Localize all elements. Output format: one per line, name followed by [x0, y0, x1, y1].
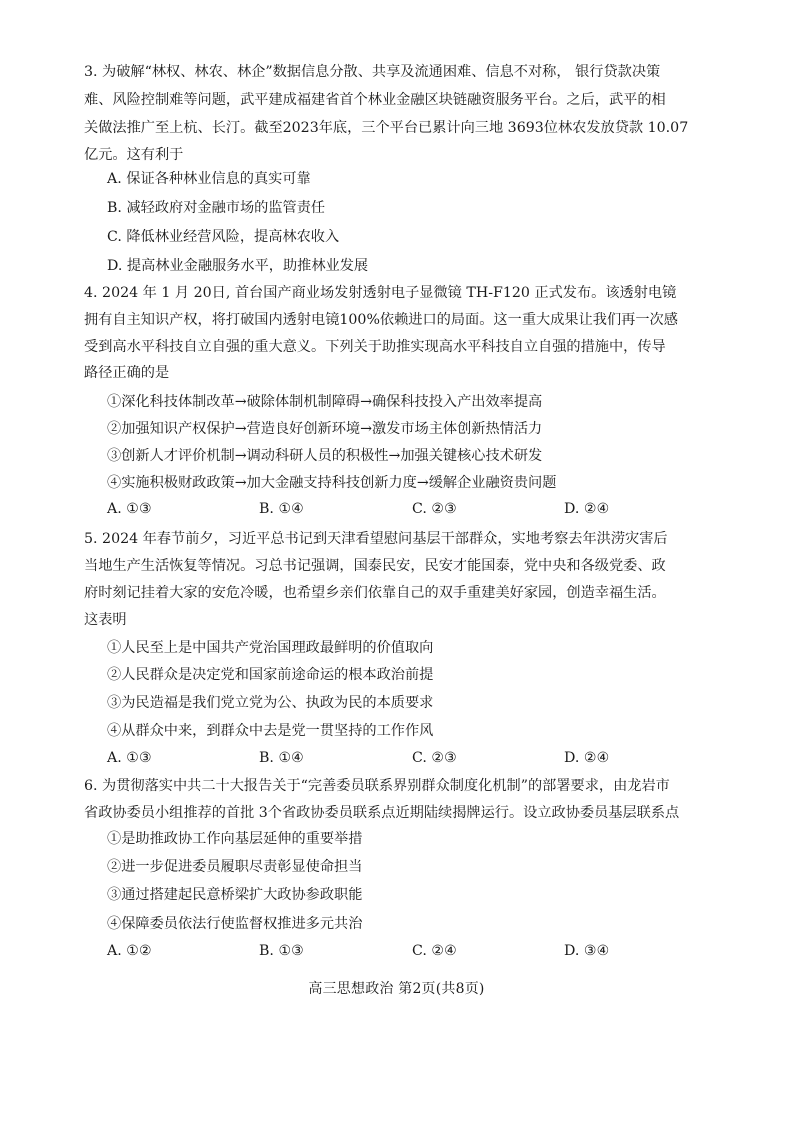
q5-answer-c: C. ②③	[412, 750, 457, 766]
q6-stem-line-1: 6. 为贯彻落实中共二十大报告关于“完善委员联系界别群众制度化机制”的部署要求，由龙岩市	[84, 778, 670, 794]
q5-answer-b: B. ①④	[259, 750, 304, 766]
q3-stem-line-1: 3. 为破解“林权、林农、林企”数据信息分散、共享及流通困难、信息不对称， 银行贷款决策	[84, 64, 661, 80]
q3-option-b: B. 减轻政府对金融市场的监管责任	[107, 200, 326, 216]
q4-answer-choices	[107, 499, 667, 519]
q3-stem-line-4: 亿元。这有利于	[84, 147, 184, 163]
q5-answer-d: D. ②④	[564, 750, 610, 766]
q3-stem-line-2: 难、风险控制难等问题，武平建成福建省首个林业金融区块链融资服务平台。之后，武平的相	[84, 92, 666, 108]
q6-answer-c: C. ②④	[412, 943, 457, 959]
q4-item-1: ①深化科技体制改革→破除体制机制障碍→确保科技投入产出效率提高	[107, 394, 543, 410]
q6-item-1: ①是助推政协工作向基层延伸的重要举措	[107, 831, 363, 847]
q3-option-c: C. 降低林业经营风险，提高林农收入	[107, 229, 340, 245]
q6-answer-a: A. ①②	[107, 943, 152, 959]
q6-item-3: ③通过搭建起民意桥梁扩大政协参政职能	[107, 887, 363, 903]
q6-answer-b: B. ①③	[259, 943, 304, 959]
q4-answer-b: B. ①④	[259, 501, 304, 517]
q5-answer-a: A. ①③	[107, 750, 152, 766]
q5-stem-line-4: 这表明	[84, 612, 127, 628]
q6-item-4: ④保障委员依法行使监督权推进多元共治	[107, 916, 363, 932]
q4-answer-d: D. ②④	[564, 501, 610, 517]
q5-stem-line-3: 府时刻记挂着大家的安危冷暖，也希望乡亲们依靠自己的双手重建美好家园，创造幸福生活。	[84, 585, 666, 601]
q5-answer-choices	[107, 748, 667, 768]
q6-answer-d: D. ③④	[564, 943, 610, 959]
q5-item-3: ③为民造福是我们党立党为公、执政为民的本质要求	[107, 695, 434, 711]
q6-answer-choices	[107, 941, 667, 961]
q5-stem-line-2: 当地生产生活恢复等情况。习总书记强调，国泰民安，民安才能国泰，党中央和各级党委、政	[84, 558, 666, 574]
q5-item-2: ②人民群众是决定党和国家前途命运的根本政治前提	[107, 667, 434, 683]
q6-item-2: ②进一步促进委员履职尽责彰显使命担当	[107, 859, 363, 875]
q4-stem-line-2: 拥有自主知识产权，将打破国内透射电镜100%依赖进口的局面。这一重大成果让我们再一次感	[84, 312, 678, 328]
q4-stem-line-1: 4. 2024 年 1 月 20日, 首台国产商业场发射透射电子显微镜 TH-F120 正式发布。该透射电镜	[84, 285, 677, 301]
q5-item-4: ④从群众中来，到群众中去是党一贯坚持的工作作风	[107, 723, 434, 739]
q3-option-a: A. 保证各种林业信息的真实可靠	[107, 171, 311, 187]
q5-item-1: ①人民至上是中国共产党治国理政最鲜明的价值取向	[107, 640, 434, 656]
q4-answer-a: A. ①③	[107, 501, 152, 517]
q3-stem-line-3: 关做法推广至上杭、长汀。截至2023年底，三个平台已累计向三地 3693位林农发放贷款 10.07	[84, 120, 689, 136]
q4-stem-line-3: 受到高水平科技自立自强的重大意义。下列关于助推实现高水平科技自立自强的措施中，传导	[84, 339, 666, 355]
q5-stem-line-1: 5. 2024 年春节前夕，习近平总书记到天津看望慰问基层干部群众，实地考察去年洪涝灾害后	[84, 531, 668, 547]
q6-stem-line-2: 省政协委员小组推荐的首批 3个省政协委员联系点近期陆续揭牌运行。设立政协委员基层联系点	[84, 805, 680, 821]
q4-stem-line-4: 路径正确的是	[84, 365, 170, 381]
q4-answer-c: C. ②③	[412, 501, 457, 517]
q4-item-3: ③创新人才评价机制→调动科研人员的积极性→加强关键核心技术研发	[107, 448, 543, 464]
q3-option-d: D. 提高林业金融服务水平，助推林业发展	[107, 258, 369, 274]
q4-item-4: ④实施积极财政政策→加大金融支持科技创新力度→缓解企业融资贵问题	[107, 475, 557, 491]
page-footer: 高三思想政治 第2页(共8页)	[308, 981, 485, 997]
q4-item-2: ②加强知识产权保护→营造良好创新环境→激发市场主体创新热情活力	[107, 421, 543, 437]
